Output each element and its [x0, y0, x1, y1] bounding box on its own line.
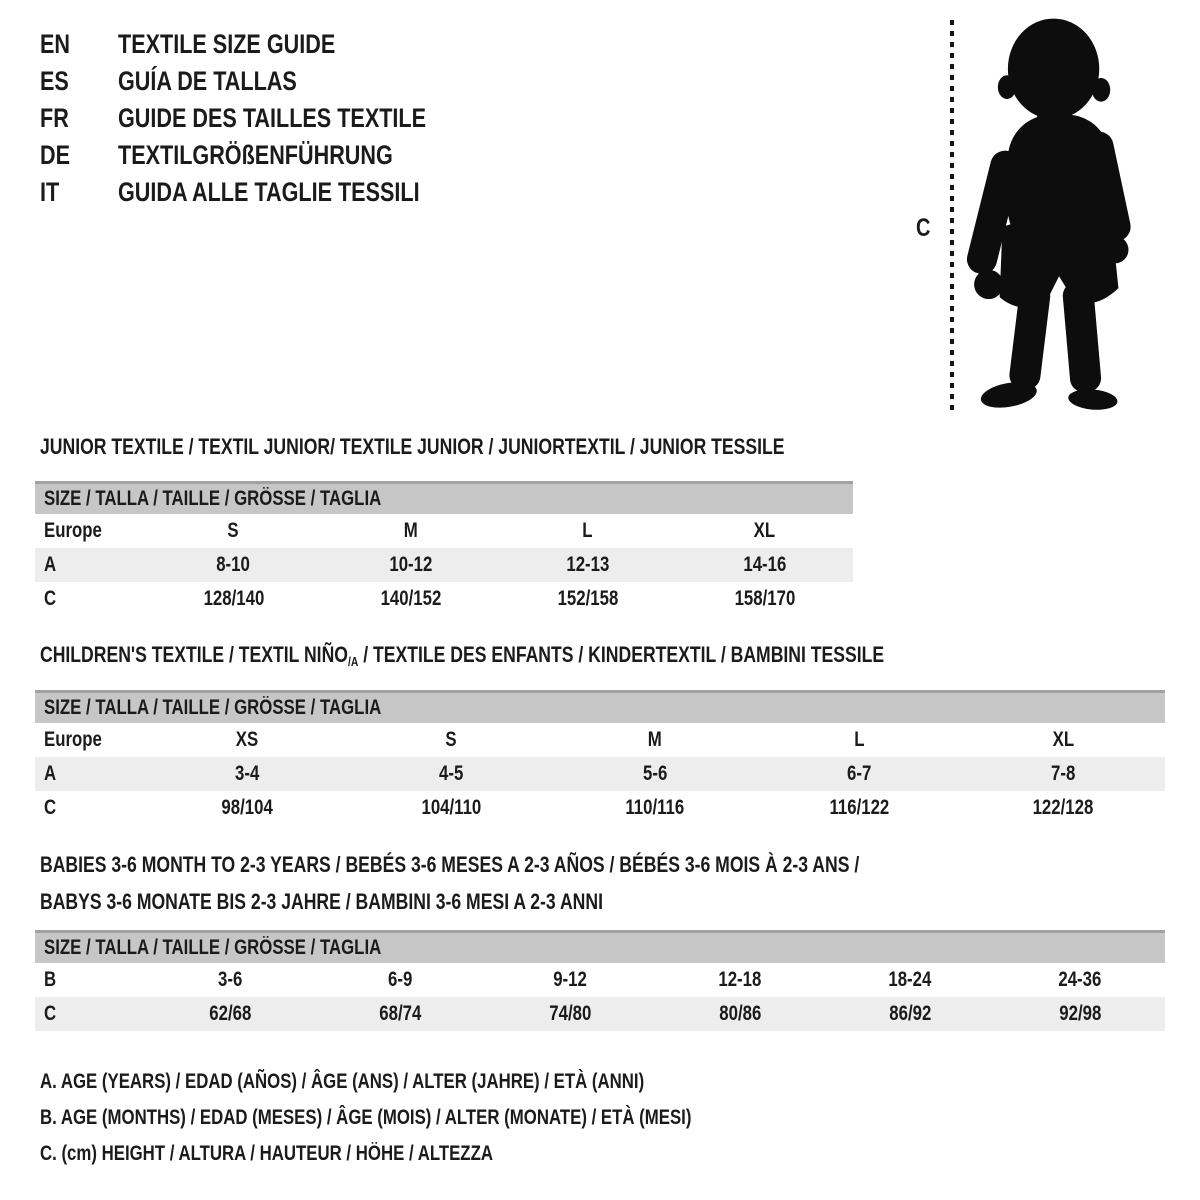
- lang-code: DE: [40, 140, 71, 170]
- age-cell: 12-13: [566, 553, 609, 576]
- height-cell: 110/116: [625, 796, 685, 819]
- size-cell: M: [403, 519, 418, 542]
- size-header-band: [35, 481, 853, 514]
- size-cell: M: [648, 728, 662, 751]
- age-cell: 14-16: [743, 553, 786, 576]
- months-cell: 12-18: [718, 968, 762, 991]
- lang-row-en: [40, 26, 503, 63]
- toddler-silhouette-icon: [962, 14, 1136, 416]
- lang-row-es: [40, 63, 503, 100]
- legend-line-a: A. AGE (YEARS) / EDAD (AÑOS) / ÂGE (ANS) / ALTER (JAHRE) / ETÀ (ANNI): [40, 1070, 645, 1093]
- row-label: B: [44, 968, 57, 991]
- lang-title: GUIDE DES TAILLES TEXTILE: [118, 103, 427, 133]
- table-row-europe: [35, 514, 853, 548]
- babies-title-line2: BABYS 3-6 MONATE BIS 2-3 JAHRE / BAMBINI 3-6 MESI A 2-3 ANNI: [40, 889, 603, 914]
- months-cell: 9-12: [553, 968, 587, 991]
- height-cell: 128/140: [203, 587, 264, 610]
- lang-row-fr: [40, 100, 503, 137]
- size-header-text: SIZE / TALLA / TAILLE / GRÖSSE / TAGLIA: [44, 696, 382, 719]
- children-section-title: [40, 642, 1095, 669]
- lang-title: TEXTILGRÖßENFÜHRUNG: [118, 140, 393, 170]
- size-cell: S: [227, 519, 240, 542]
- age-cell: 3-4: [234, 762, 260, 785]
- age-cell: 6-7: [846, 762, 872, 785]
- months-cell: 6-9: [387, 968, 413, 991]
- table-row-height: [35, 997, 1165, 1031]
- measure-legend: [40, 1064, 854, 1172]
- height-cell: 98/104: [221, 796, 273, 819]
- legend-line-b: B. AGE (MONTHS) / EDAD (MESES) / ÂGE (MOIS) / ALTER (MONATE) / ETÀ (MESI): [40, 1106, 692, 1129]
- height-measure-label: C: [916, 214, 931, 242]
- height-cell: 62/68: [208, 1002, 252, 1025]
- months-cell: 24-36: [1058, 968, 1102, 991]
- junior-section-title-text: JUNIOR TEXTILE / TEXTIL JUNIOR/ TEXTILE JUNIOR / JUNIORTEXTIL / JUNIOR TESSILE: [40, 434, 785, 459]
- size-header-text: SIZE / TALLA / TAILLE / GRÖSSE / TAGLIA: [44, 936, 382, 959]
- height-cell: 158/170: [734, 587, 795, 610]
- size-cell: XL: [753, 519, 776, 542]
- height-cell: 74/80: [548, 1002, 592, 1025]
- language-title-list: [40, 26, 503, 211]
- row-label: Europe: [44, 728, 102, 751]
- babies-size-table: [35, 930, 1165, 1031]
- children-title-prefix: CHILDREN'S TEXTILE / TEXTIL NIÑO: [40, 642, 348, 667]
- table-row-age: [35, 548, 853, 582]
- table-row-age: [35, 757, 1165, 791]
- months-cell: 3-6: [217, 968, 243, 991]
- height-cell: 68/74: [378, 1002, 422, 1025]
- junior-size-table: [35, 481, 853, 616]
- children-title-suffix: / TEXTILE DES ENFANTS / KINDERTEXTIL / BAMBINI TESSILE: [358, 642, 885, 667]
- junior-section-title: [40, 434, 971, 460]
- height-cell: 86/92: [888, 1002, 932, 1025]
- size-cell: XS: [235, 728, 259, 751]
- table-row-europe: [35, 723, 1165, 757]
- age-cell: 7-8: [1050, 762, 1076, 785]
- height-cell: 80/86: [718, 1002, 762, 1025]
- table-row-height: [35, 582, 853, 616]
- age-cell: 5-6: [642, 762, 668, 785]
- row-label: Europe: [44, 519, 102, 542]
- lang-code: FR: [40, 103, 69, 133]
- size-header-band: [35, 930, 1165, 963]
- height-cell: 104/110: [421, 796, 481, 819]
- babies-title-line1: BABIES 3-6 MONTH TO 2-3 YEARS / BEBÉS 3-6 MESES A 2-3 AÑOS / BÉBÉS 3-6 MOIS À 2-3 ANS /: [40, 852, 860, 877]
- row-label: A: [44, 762, 57, 785]
- children-title-subscript: /A: [347, 654, 359, 669]
- height-cell: 140/152: [380, 587, 441, 610]
- lang-title: GUIDA ALLE TAGLIE TESSILI: [118, 177, 420, 207]
- lang-code: ES: [40, 66, 69, 96]
- legend-line-c: C. (cm) HEIGHT / ALTURA / HAUTEUR / HÖHE / ALTEZZA: [40, 1142, 493, 1165]
- row-label: C: [44, 1002, 57, 1025]
- row-label: C: [44, 587, 57, 610]
- size-header-text: SIZE / TALLA / TAILLE / GRÖSSE / TAGLIA: [44, 487, 382, 510]
- lang-title: GUÍA DE TALLAS: [118, 66, 297, 96]
- children-section-title-text: [40, 642, 884, 669]
- row-label: A: [44, 553, 57, 576]
- lang-title: TEXTILE SIZE GUIDE: [118, 29, 336, 59]
- size-header-band: [35, 690, 1165, 723]
- age-cell: 4-5: [438, 762, 464, 785]
- height-cell: 122/128: [1032, 796, 1094, 819]
- children-size-table: [35, 690, 1165, 825]
- height-cell: 116/122: [829, 796, 889, 819]
- size-cell: L: [582, 519, 593, 542]
- size-cell: L: [853, 728, 865, 751]
- height-dashed-line: [950, 20, 954, 416]
- height-cell: 152/158: [557, 587, 618, 610]
- lang-row-it: [40, 174, 503, 211]
- lang-code: IT: [40, 177, 60, 207]
- babies-section-title: [40, 846, 1064, 920]
- lang-row-de: [40, 137, 503, 174]
- months-cell: 18-24: [888, 968, 932, 991]
- age-cell: 8-10: [216, 553, 251, 576]
- table-row-months: [35, 963, 1165, 997]
- height-cell: 92/98: [1058, 1002, 1102, 1025]
- age-cell: 10-12: [389, 553, 432, 576]
- table-row-height: [35, 791, 1165, 825]
- size-cell: XL: [1052, 728, 1074, 751]
- row-label: C: [44, 796, 57, 819]
- size-cell: S: [445, 728, 457, 751]
- lang-code: EN: [40, 29, 71, 59]
